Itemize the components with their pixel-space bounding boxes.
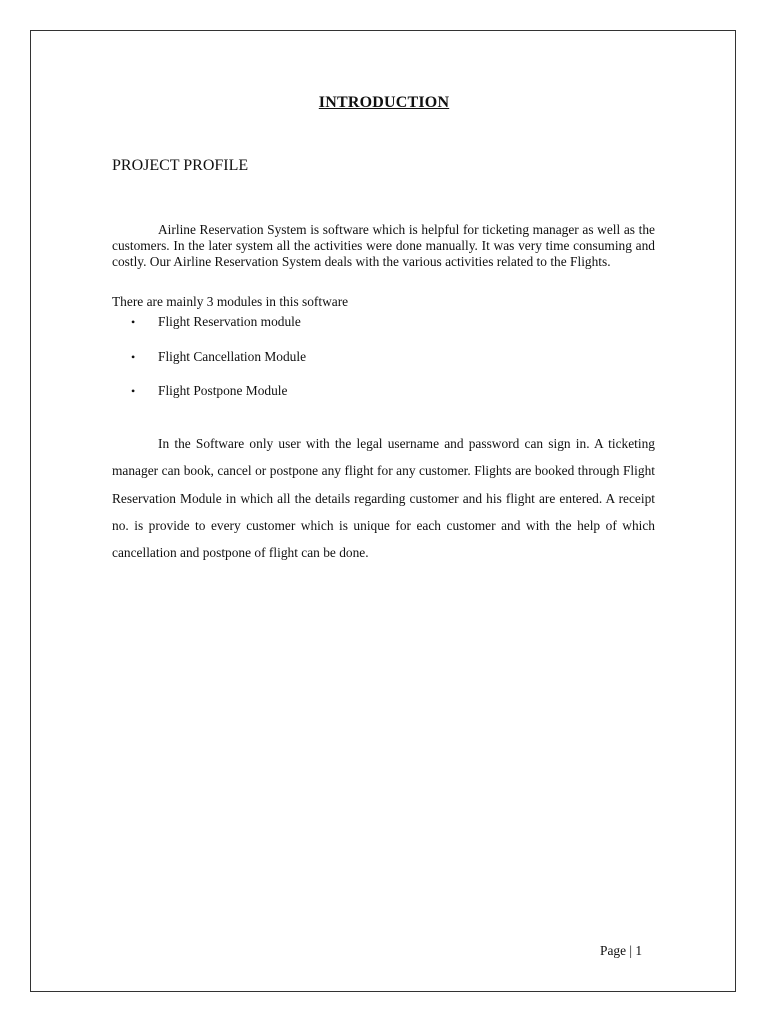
intro-paragraph — [112, 222, 655, 271]
details-paragraph — [112, 430, 655, 566]
bullet-icon: • — [131, 315, 136, 329]
module-label: Flight Cancellation Module — [158, 348, 307, 364]
details-paragraph-text: In the Software only user with the legal username and password can sign in. A ticketing manager can book, cancel or postpone any flight for any customer. Flights are booked through Flight Reservation Module in which all the details regarding customer and his flight are entered. A receipt no. is provide to every customer which is unique for each customer and with the help of which cancellation and postpone of flight can be done. — [112, 436, 655, 561]
module-label: Flight Reservation module — [158, 314, 301, 329]
bullet-icon: • — [131, 384, 136, 398]
bullet-icon: • — [131, 349, 136, 364]
page-title: INTRODUCTION — [318, 94, 450, 111]
modules-intro: There are mainly 3 modules in this software — [112, 294, 349, 309]
module-label: Flight Postpone Module — [158, 383, 288, 398]
section-heading: PROJECT PROFILE — [112, 157, 249, 174]
page-number: Page | 1 — [600, 943, 643, 958]
intro-paragraph-text: Airline Reservation System is software which is helpful for ticketing manager as well as the customers. In the later system all the activities were done manually. It was very time consuming and costly. Our Airline Reservation System deals with the various activities related to the Flights. — [112, 222, 655, 270]
